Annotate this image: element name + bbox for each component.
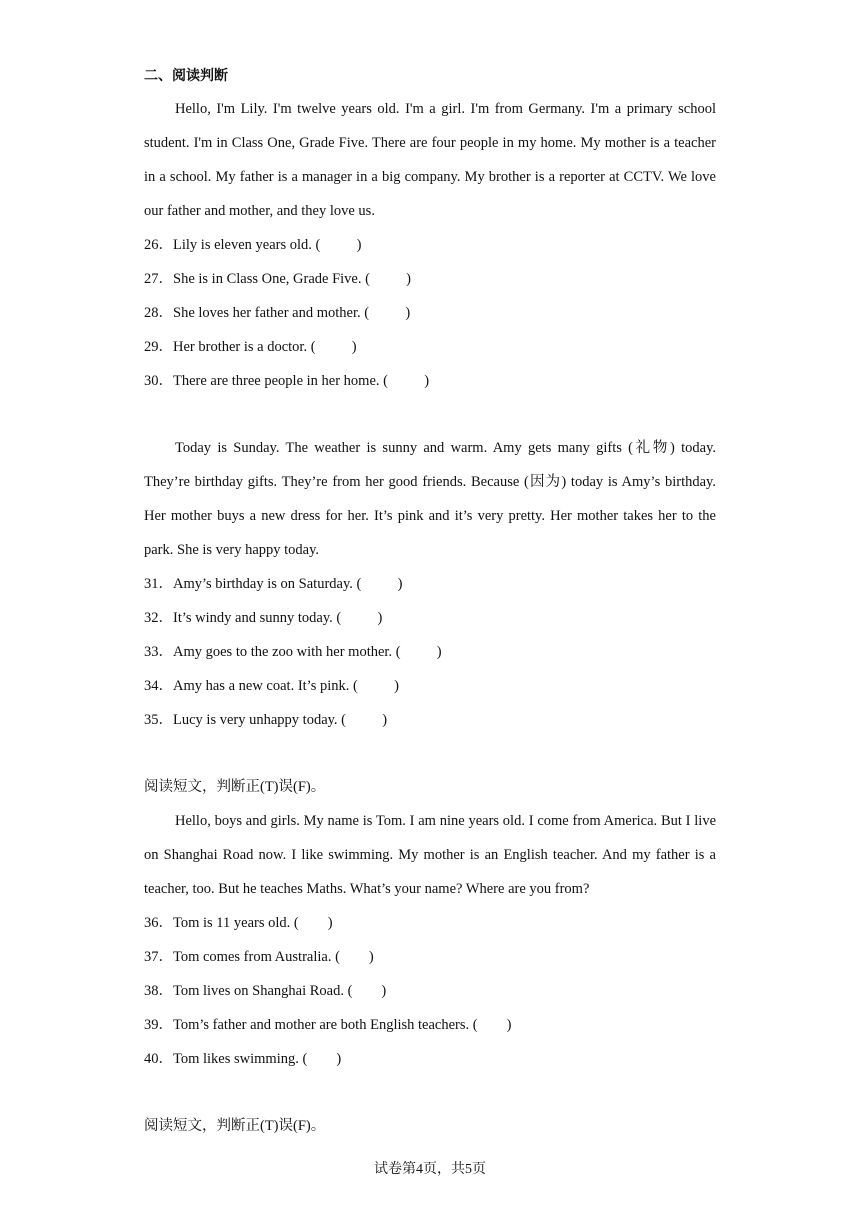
question-37: 37．Tom comes from Australia. ( ) (144, 949, 374, 965)
page-footer: 试卷第4页，共5页 (374, 1162, 486, 1177)
instruction-4: 阅读短文，判断正(T)误(F)。 (144, 1118, 326, 1134)
passage-3: Hello, boys and girls. My name is Tom. I am nine years old. I come from America. But I live on Shanghai Road now. I like swimming. My mother is an English teacher. And my father is a teacher, too. But he teaches Maths. What’s your name? Where are you from? (144, 813, 716, 897)
spacer (144, 737, 716, 770)
question-27: 27．She is in Class One, Grade Five. ( ) (144, 271, 412, 287)
instruction-3: 阅读短文，判断正(T)误(F)。 (144, 779, 326, 795)
question-28: 28．She loves her father and mother. ( ) (144, 305, 411, 321)
question-34: 34．Amy has a new coat. It’s pink. ( ) (144, 678, 399, 694)
question-36: 36．Tom is 11 years old. ( ) (144, 915, 333, 931)
question-26: 26．Lily is eleven years old. ( ) (144, 237, 362, 253)
question-40: 40．Tom likes swimming. ( ) (144, 1051, 342, 1067)
question-39: 39．Tom’s father and mother are both English teachers. ( ) (144, 1017, 512, 1033)
spacer (144, 398, 716, 431)
spacer (144, 1076, 716, 1109)
passage-2: Today is Sunday. The weather is sunny and warm. Amy gets many gifts (礼物) today. They’re birthday gifts. They’re from her good friends. Because (因为) today is Amy’s birthday. Her mother buys a new dress for her. It’s pink and it’s very pretty. Her mother takes her to the park. She is very happy today. (144, 440, 716, 558)
question-35: 35．Lucy is very unhappy today. ( ) (144, 712, 388, 728)
question-32: 32．It’s windy and sunny today. ( ) (144, 610, 383, 626)
section-title: 二、阅读判断 (144, 68, 228, 84)
question-38: 38．Tom lives on Shanghai Road. ( ) (144, 983, 387, 999)
question-30: 30．There are three people in her home. ( ) (144, 373, 430, 389)
question-29: 29．Her brother is a doctor. ( ) (144, 339, 357, 355)
page-content (144, 64, 716, 1143)
passage-1: Hello, I'm Lily. I'm twelve years old. I'm a girl. I'm from Germany. I'm a primary school student. I'm in Class One, Grade Five. There are four people in my home. My mother is a teacher in a school. My father is a manager in a big company. My brother is a reporter at CCTV. We love our father and mother, and they love us. (144, 101, 716, 219)
question-31: 31．Amy’s birthday is on Saturday. ( ) (144, 576, 403, 592)
question-33: 33．Amy goes to the zoo with her mother. ( ) (144, 644, 442, 660)
